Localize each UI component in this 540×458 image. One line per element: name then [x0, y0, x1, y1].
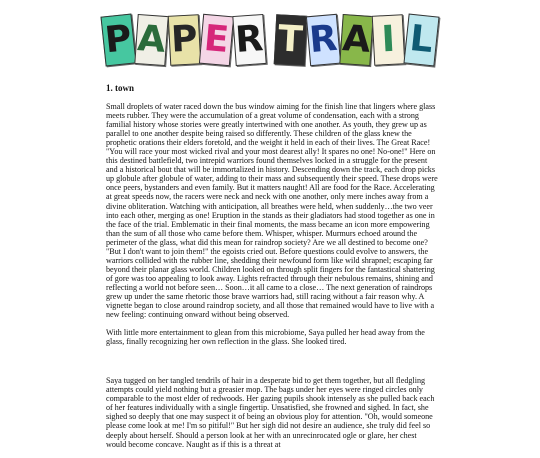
chapter-content [106, 78, 438, 458]
chapter-heading: 1. town [106, 83, 135, 93]
banner-letter-9: I [372, 14, 405, 66]
banner-letter-2: A [134, 14, 168, 66]
banner-letter-3: P [167, 14, 200, 66]
banner-letter-5: R [232, 14, 266, 66]
banner-letter-4: E [199, 14, 234, 66]
paragraph-reflection: With little more entertainment to glean from this microbiome, Saya pulled her head away from the glass, finally recognizing her own reflection in the glass. She looked tired. [106, 328, 425, 347]
paper-trail-banner [102, 10, 438, 70]
paragraph-saya-hair: Saya tugged on her tangled tendrils of hair in a desperate bid to get them together, but all fledgling attempts could yield nothing but a greasier mop. The bags under her eyes were ringed circles only comparable to the most elder of redwoods. Her gazing pupils shook intensely as she pulled back each of her features individually with a single fingertip. Unsatisfied, she frowned and sighed. In fact, she sighed so deeply that one may suspect it of being an obvious ploy for attention. "Oh, would someone please come look at me! I'm so pitiful!" But her sigh did not desire an audience, she truly did feel so deeply about herself. Should a person look at her with an unrecinrocated ogle or glare, her chest would become concave. Naught as if this is a threat at [106, 376, 435, 449]
banner-letter-6: T [274, 14, 307, 66]
banner-letter-1: P [100, 14, 136, 67]
paragraph-raindrop-race: Small droplets of water raced down the bus window aiming for the finish line that lingers where glass meets rubber. They were the accumulation of a great volume of condensation, each with a strong familial history whose stories were greatly intertwined with one another. As youth, they grew up as parallel to one another despite being raised so differently. These children of the glass knew the prophetic orations their elders foretold, and the weight it held in each of their lives. The Great Race! "You will race your most wicked rival and your most dearest ally! It spares no one! No-one!" Here on this destined battlefield, two intrepid warriors found themselves locked in a struggle for the present and a historical bout that will be immortalized in history. Descending down the track, each drop picks up globule after globule of water, adding to their mass and subsequently their speed. These drops were once peers, bystanders and even family. But it matters naught! All are food for the Race. Accelerating at great speeds now, the racers were neck and neck with one another, only mere inches away from a divine obliteration. Watching with anticipation, all breathes were held, when suddenly…the two veer into each other, merging as one! Eruption in the stands as their gladiators had stood together as one in the face of the trial. Emblematic in their final moments, the mass became an icon more empowering than the sum of all those who came before them. Whisper, whisper. Murmurs echoed around the perimeter of the glass, what did this mean for raindrop society? Are we all destined to become one? "But I don't want to join them!" the egoists cried out. Before questions could evolve to answers, the warriors collided with the rubber line, shedding their newfound form like wild shrapnel; escaping far beyond their planar glass world. Children looked on through split fingers for the fantastical shattering of gore was too appealing to look away. Lights refracted through their nebulous remains, shining and reflecting a world not before seen… Soon…it all came to a close… The next generation of raindrops grew up under the same rhetoric those brave warriors had, still racing without a fair reason why. A vignette began to close around raindrop society, and all those that remained would have to live with a new feeling: continuing onward without being observed. [106, 102, 438, 320]
banner-letter-10: L [404, 14, 440, 67]
banner-letter-8: A [339, 14, 373, 66]
banner-letter-7: R [306, 14, 341, 66]
